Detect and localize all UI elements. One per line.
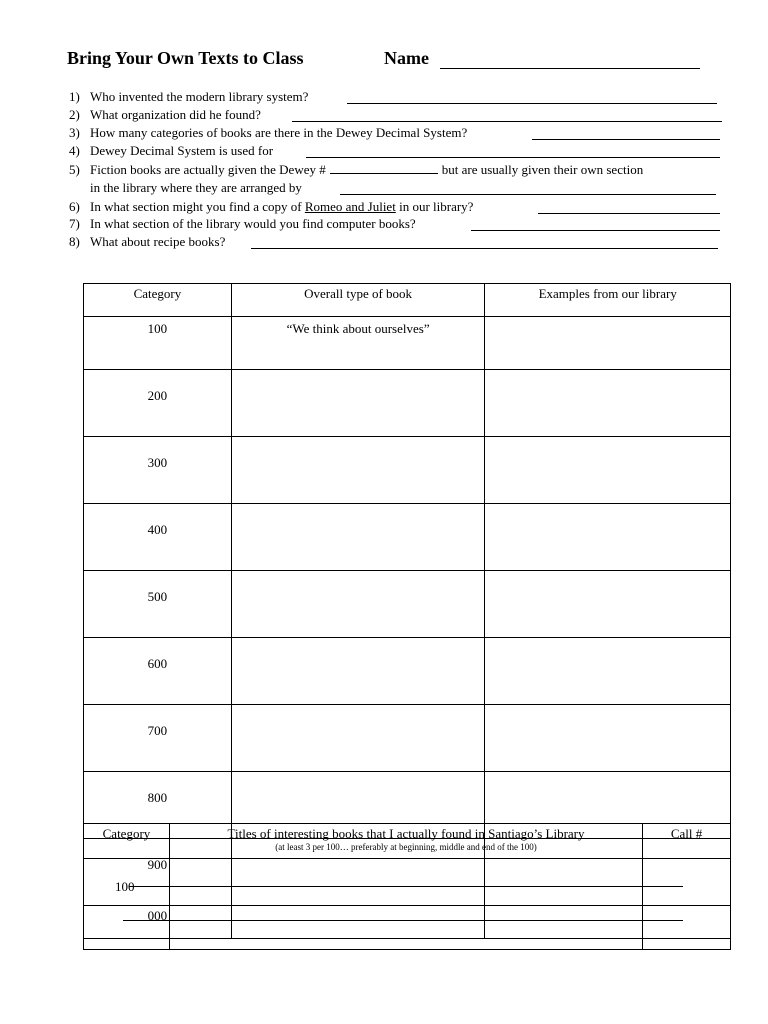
question-number: 1) — [69, 89, 80, 104]
category-cell: 700 — [84, 705, 232, 772]
category-cell: 300 — [84, 437, 232, 504]
table-row — [84, 437, 731, 504]
answer-line-4[interactable] — [306, 157, 720, 158]
examples-cell[interactable] — [485, 705, 731, 772]
question-8 — [69, 234, 225, 250]
type-cell[interactable] — [231, 504, 485, 571]
question-number: 5) — [69, 162, 80, 177]
category-cell: 500 — [84, 571, 232, 638]
answer-line-5a[interactable] — [330, 161, 438, 174]
name-field[interactable] — [440, 68, 700, 69]
table-row — [84, 638, 731, 705]
question-text: In what section of the library would you find computer books? — [90, 216, 416, 231]
column-header-examples: Examples from our library — [485, 284, 731, 317]
question-text: in our library? — [399, 199, 474, 214]
entry-line-1[interactable] — [129, 886, 683, 887]
answer-line-5b[interactable] — [340, 194, 716, 195]
question-5 — [69, 161, 643, 178]
question-number: 3) — [69, 125, 80, 140]
category-cell: 100 — [84, 317, 232, 370]
type-cell[interactable] — [231, 705, 485, 772]
table-row — [84, 571, 731, 638]
book-title: Romeo and Juliet — [304, 199, 396, 214]
answer-line-8[interactable] — [251, 248, 718, 249]
question-text: Dewey Decimal System is used for — [90, 143, 274, 158]
table-header-row — [84, 284, 731, 317]
question-text: What organization did he found? — [90, 107, 261, 122]
column-header-titles — [169, 824, 642, 859]
question-text: Who invented the modern library system? — [90, 89, 309, 104]
category-cell: 600 — [84, 638, 232, 705]
titles-header-text: Titles of interesting books that I actually found in Santiago’s Library — [227, 826, 585, 841]
examples-cell[interactable] — [485, 504, 731, 571]
table-row — [84, 370, 731, 437]
worksheet-title: Bring Your Own Texts to Class — [67, 48, 304, 68]
question-number: 4) — [69, 143, 80, 158]
type-cell[interactable] — [231, 571, 485, 638]
type-cell[interactable] — [231, 437, 485, 504]
examples-cell[interactable] — [485, 317, 731, 370]
type-cell[interactable] — [231, 370, 485, 437]
answer-line-1[interactable] — [347, 103, 717, 104]
question-5-continued — [90, 180, 302, 196]
question-1 — [69, 89, 308, 105]
question-text: Fiction books are actually given the Dewey # — [90, 162, 326, 177]
examples-cell[interactable] — [485, 437, 731, 504]
table-row — [84, 859, 731, 950]
question-4 — [69, 143, 273, 159]
table-row — [84, 705, 731, 772]
category-entry: 100 — [115, 879, 135, 894]
examples-cell[interactable] — [485, 571, 731, 638]
titles-header-note: (at least 3 per 100… preferably at beginning, middle and end of the 100) — [275, 842, 537, 852]
table-row — [84, 317, 731, 370]
question-text: How many categories of books are there in the Dewey Decimal System? — [90, 125, 468, 140]
table-row — [84, 504, 731, 571]
type-cell[interactable]: “We think about ourselves” — [231, 317, 485, 370]
examples-cell[interactable] — [485, 370, 731, 437]
entry-line-2[interactable] — [123, 920, 683, 921]
category-cell: 800 — [84, 772, 232, 839]
titles-cell[interactable] — [169, 859, 642, 950]
answer-line-6[interactable] — [538, 213, 720, 214]
question-text: in the library where they are arranged by — [90, 180, 302, 195]
question-number: 8) — [69, 234, 80, 249]
question-3 — [69, 125, 467, 141]
column-header-category: Category — [84, 284, 232, 317]
examples-cell[interactable] — [485, 638, 731, 705]
answer-line-3[interactable] — [532, 139, 720, 140]
question-number: 7) — [69, 216, 80, 231]
column-header-category: Category — [84, 824, 170, 859]
question-text: What about recipe books? — [90, 234, 226, 249]
category-cell — [84, 859, 170, 950]
answer-line-7[interactable] — [471, 230, 720, 231]
name-label: Name — [384, 48, 429, 68]
table-header-row — [84, 824, 731, 859]
type-cell[interactable] — [231, 638, 485, 705]
question-7 — [69, 216, 416, 232]
answer-line-2[interactable] — [292, 121, 722, 122]
column-header-call-number: Call # — [643, 824, 731, 859]
call-number-cell[interactable] — [643, 859, 731, 950]
category-cell: 000 — [84, 906, 232, 939]
category-cell: 400 — [84, 504, 232, 571]
question-number: 2) — [69, 107, 80, 122]
question-text: In what section might you find a copy of — [90, 199, 302, 214]
question-number: 6) — [69, 199, 80, 214]
question-6 — [69, 199, 473, 215]
category-cell: 900 — [84, 839, 232, 906]
column-header-type: Overall type of book — [231, 284, 485, 317]
category-cell: 200 — [84, 370, 232, 437]
question-2 — [69, 107, 261, 123]
question-text: but are usually given their own section — [441, 162, 644, 177]
